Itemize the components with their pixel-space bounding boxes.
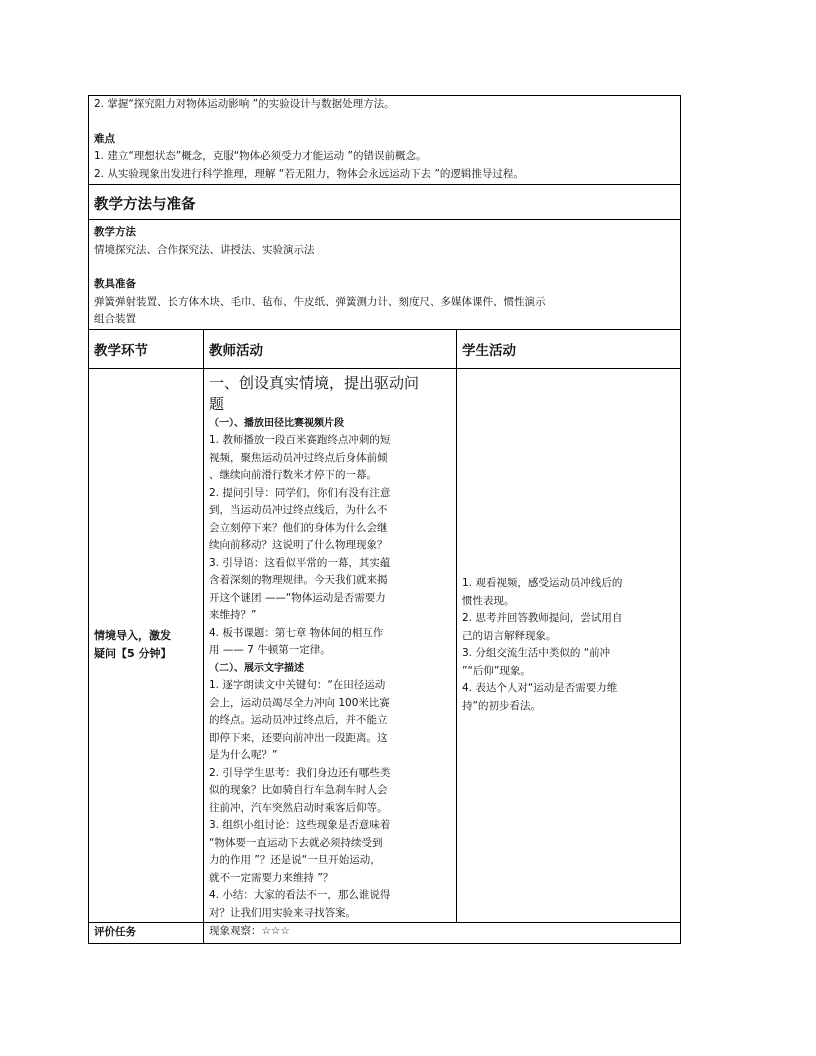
student-cell [457,368,681,923]
teacher-step [209,625,451,660]
lesson-plan-table [88,95,681,944]
text-line: 往前冲，汽车突然启动时乘客后仰等。 [209,801,388,814]
method-heading: 教学方法 [94,226,136,238]
header-teacher: 教师活动 [204,329,457,368]
sub-heading: （二）、展示文字描述 [209,662,304,674]
text-line: 2. 提问引导：同学们，你们有没有注意 [209,486,391,499]
text-line: 的终点。运动员冲过终点后，并不能立 [209,714,388,726]
evaluation-row [89,923,681,944]
teacher-step [209,887,451,922]
text-line: 会立刻停下来？他们的身体为什么会继 [209,521,388,534]
difficulty-item: 2. 从实验现象出发进行科学推理，理解 “若无阻力，物体会永远运动下去 ”的逻辑推导过程。 [94,167,524,180]
text-line: 含着深刻的物理规律。今天我们就来揭 [209,574,388,586]
text-line: 3. 组织小组讨论：这些现象是否意味着 [209,819,391,831]
text-line: 4. 板书课题：第七章 物体间的相互作 [209,626,384,639]
text-line: ”“后仰”现象。 [462,664,531,677]
activity-title: 一、创设真实情境，提出驱动问 [209,373,420,392]
stage-cell [89,368,204,923]
teacher-step [209,765,451,818]
text-line: 视频，聚焦运动员冲过终点后身体前倾 [209,451,388,464]
text-line: 即停下来，还要向前冲出一段距离。这 [209,731,388,744]
text-line: 1. 教师播放一段百米赛跑终点冲刺的短 [209,434,391,446]
tools-text: 组合装置 [94,313,136,325]
student-step [462,575,675,610]
objective-line: 2. 掌握“探究阻力对物体运动影响 ”的实验设计与数据处理方法。 [94,98,395,110]
teacher-step [209,555,451,625]
stage-label: 疑问【5 分钟】 [94,647,172,661]
evaluation-label: 评价任务 [89,923,204,944]
difficulty-item: 1. 建立“理想状态”概念，克服“物体必须受力才能运动 ”的错误前概念。 [94,150,427,162]
text-line: 己的语言解释现象。 [462,629,557,642]
methods-title-row [89,185,681,220]
text-line: 2. 引导学生思考：我们身边还有哪些类 [209,766,391,779]
text-line: 似的现象？比如骑自行车急刹车时人会 [209,784,388,796]
text-line: 来维持？” [209,609,257,621]
text-line: 就不一定需要力来维持 ”？ [209,871,334,884]
objectives-row [89,96,681,185]
text-line: 到，当运动员冲过终点线后，为什么不 [209,504,388,516]
text-line: 持”的初步看法。 [462,699,541,712]
student-step [462,680,675,715]
tools-heading: 教具准备 [94,278,136,290]
text-line: 2. 思考并回答教师提问，尝试用自 [462,612,623,625]
text-line: 续向前移动？这说明了什么物理现象？ [209,539,388,551]
header-student: 学生活动 [457,329,681,368]
text-line: 4. 小结：大家的看法不一，那么谁说得 [209,889,391,901]
document-page [88,95,680,944]
tools-text: 弹簧弹射装置、长方体木块、毛巾、毡布、牛皮纸、弹簧测力计、刻度尺、多媒体课件、惯性演示 [94,295,546,308]
activity-row [89,368,681,923]
text-line: 开这个谜团 ——“物体运动是否需要力 [209,591,386,604]
student-step [462,645,675,680]
teacher-step [209,817,451,887]
text-line: 4. 表达个人对“运动是否需要力维 [462,682,618,695]
activity-title: 题 [209,394,225,413]
text-line: 力的作用 ”？还是说“一旦开始运动， [209,854,381,866]
header-stage: 教学环节 [89,329,204,368]
text-line: 1. 逐字朗读文中关键句：“在田径运动 [209,679,386,691]
text-line: 用 —— 7 牛顿第一定律。 [209,644,331,656]
text-line: 3. 分组交流生活中类似的 “前冲 [462,647,611,660]
text-line: 、继续向前滑行数米才停下的一幕。 [209,469,377,481]
student-step [462,610,675,645]
text-line: 是为什么呢？” [209,749,278,761]
teacher-step [209,432,451,485]
difficulty-heading: 难点 [94,132,115,145]
section-title: 教学方法与准备 [94,197,196,213]
method-text: 情境探究法、合作探究法、讲授法、实验演示法 [94,243,315,256]
teacher-step [209,677,451,765]
text-line: “物体要一直运动下去就必须持续受到 [209,836,383,849]
text-line: 3. 引导语：这看似平常的一幕，其实蕴 [209,556,391,569]
text-line: 会上，运动员竭尽全力冲向 100米比赛 [209,696,390,709]
text-line: 对？让我们用实验来寻找答案。 [209,906,356,919]
methods-row [89,220,681,330]
evaluation-text: 现象观察：☆☆☆ [204,923,681,944]
sub-heading: （一）、播放田径比赛视频片段 [209,417,344,429]
text-line: 惯性表现。 [462,594,515,607]
stage-label: 情境导入，激发 [94,629,171,643]
text-line: 1. 观看视频，感受运动员冲线后的 [462,577,623,590]
column-header-row [89,329,681,368]
teacher-step [209,485,451,555]
teacher-cell [204,368,457,923]
